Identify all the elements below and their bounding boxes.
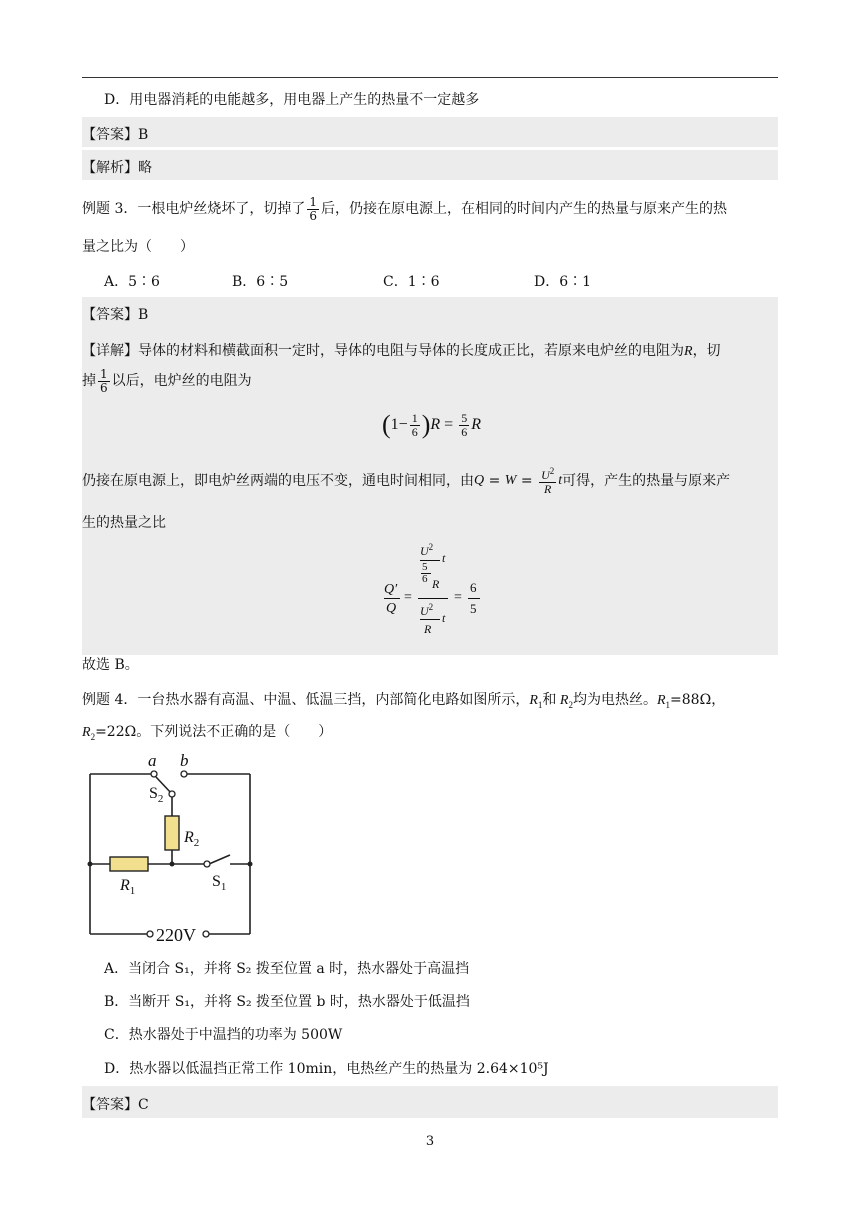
ex4-option-c: C．热水器处于中温挡的功率为 500W	[104, 1027, 343, 1043]
label-s1: $S_1$	[212, 873, 227, 893]
label-s2: $S_2$	[149, 785, 164, 805]
label-r1: $R_1$	[120, 877, 136, 897]
ex3-stem-a: 例题 3．一根电炉丝烧坏了，切掉了	[82, 201, 306, 218]
ex4-option-b: B．当断开 S₁，并将 S₂ 拨至位置 b 时，热水器处于低温挡	[104, 994, 470, 1010]
option-d-text: D．用电器消耗的电能越多，用电器上产生的热量不一定越多	[104, 92, 480, 108]
ex3-conclusion: 故选 B。	[82, 657, 139, 673]
ex3-stem-line1	[82, 196, 778, 222]
junction-dot	[248, 862, 253, 867]
s1-pivot	[204, 861, 210, 867]
junction-dot	[88, 862, 93, 867]
terminal-left	[147, 931, 153, 937]
ex4-stem-line1: 例题 4．一台热水器有高温、中温、低温三挡，内部简化电路如图所示，$R_1$和 $R_2$均为电热丝。$R_1=88\Omega$，	[82, 692, 726, 710]
ex3-detail-line1: 【详解】导体的材料和横截面积一定时，导体的电阻与导体的长度成正比，若原来电炉丝的电阻为R，切	[82, 343, 721, 359]
label-r2: $R_2$	[184, 829, 200, 849]
ex3-option-d: D．6∶1	[534, 274, 592, 290]
terminal-a	[151, 771, 157, 777]
answer-label: 【答案】B	[82, 127, 149, 143]
equation-new-resistance: (1− $\frac{1}{6}$ )R = $\frac{5}{6}$ R	[382, 410, 481, 439]
ex3-answer-label: 【答案】B	[82, 307, 149, 323]
ex3-detail-line2: 掉 $\frac{1}{6}$ 以后，电炉丝的电阻为	[82, 367, 252, 395]
ex3-detail-line3: 仍接在原电源上，即电炉丝两端的电压不变，通电时间相同，由Q = W = $\frac{U^2}{R}$ t可得，产生的热量与原来产	[82, 466, 731, 496]
ex4-option-d: D．热水器以低温挡正常工作 10min，电热丝产生的热量为 2.64×10⁵J	[104, 1061, 549, 1077]
terminal-right	[203, 931, 209, 937]
ex4-stem-line2: $R_2=22\Omega$。下列说法不正确的是（ ）	[82, 724, 333, 742]
label-voltage: 220V	[156, 925, 196, 945]
ex3-option-a: A．5∶6	[104, 274, 160, 290]
ex3-option-b: B．6∶5	[232, 274, 289, 290]
ex3-option-c: C．1∶6	[383, 274, 440, 290]
ex4-option-a: A．当闭合 S₁，并将 S₂ 拨至位置 a 时，热水器处于高温挡	[104, 961, 470, 977]
header-rule	[82, 77, 778, 78]
s2-pivot	[169, 791, 175, 797]
terminal-b	[181, 771, 187, 777]
ex3-stem-line2: 量之比为（ ）	[82, 239, 194, 255]
resistor-r1	[110, 857, 148, 871]
resistor-r2	[165, 816, 179, 850]
junction-dot	[170, 862, 175, 867]
label-a: a	[148, 751, 157, 770]
fraction-one-sixth: $\frac{1}{6}$	[309, 195, 317, 223]
ex3-detail-line4: 生的热量之比	[82, 515, 166, 531]
ex4-answer-label: 【答案】C	[82, 1097, 149, 1113]
page-number: 3	[425, 1134, 435, 1149]
ex3-stem-b: 后，仍接在原电源上，在相同的时间内产生的热量与原来产生的热	[321, 201, 727, 218]
analysis-label: 【解析】略	[82, 160, 152, 176]
circuit-diagram	[82, 748, 282, 948]
label-b: b	[180, 751, 189, 770]
